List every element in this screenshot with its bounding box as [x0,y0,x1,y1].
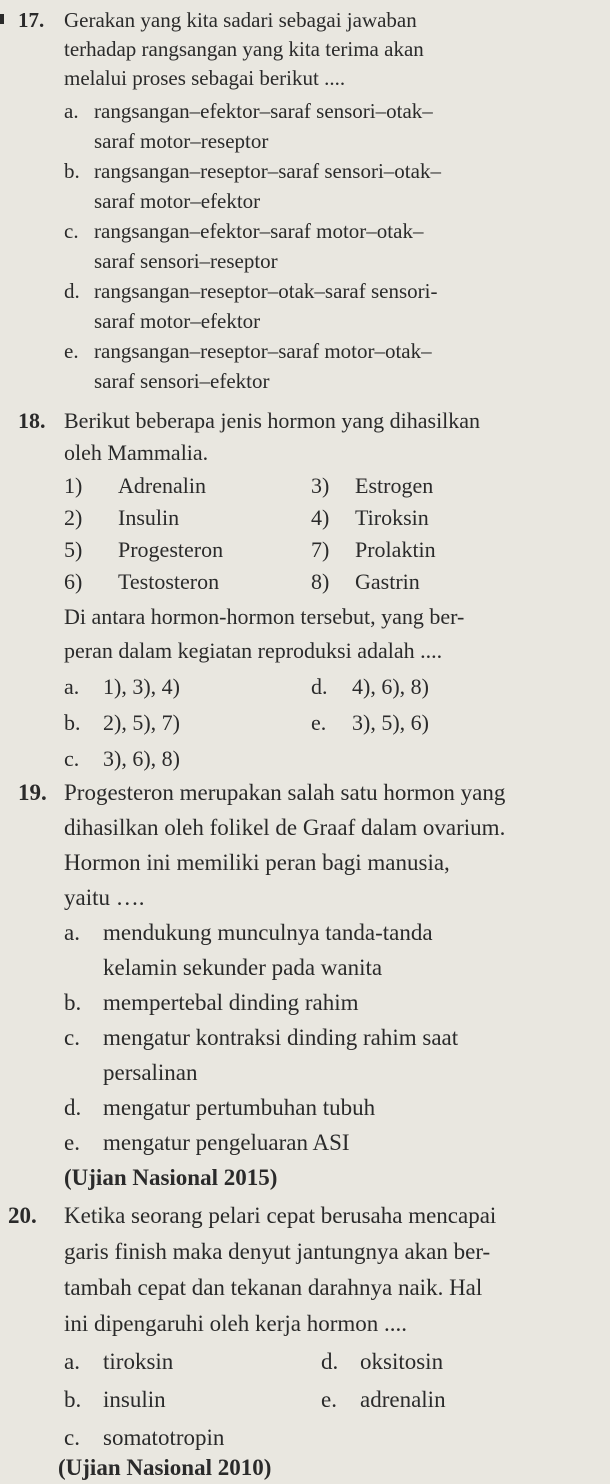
hormone-num: 5) [64,537,83,562]
option-letter: d. [321,1349,339,1374]
question-number: 17. [18,8,45,32]
option-text: 3), 5), 6) [352,710,429,735]
hormone-num: 2) [64,505,83,530]
question-stem-line: garis finish maka denyut jantungnya akan ber- [64,1239,491,1264]
option-text: saraf sensori–efektor [94,369,270,393]
option-text: 1), 3), 4) [103,674,180,699]
option-text: saraf motor–reseptor [94,129,269,153]
hormone-name: Gastrin [355,569,420,594]
question-stem-line: Ketika seorang pelari cepat berusaha mencapai [64,1203,497,1228]
hormone-num: 7) [311,537,330,562]
option-text: somatotropin [103,1425,225,1450]
option-text: insulin [103,1387,166,1412]
question-stem-line: dihasilkan oleh folikel de Graaf dalam ovarium. [64,815,506,840]
edge-mark [0,14,4,24]
question-stem-line: tambah cepat dan tekanan darahnya naik. Hal [64,1275,483,1300]
question-stem-line: Berikut beberapa jenis hormon yang dihasilkan [64,408,481,433]
option-text: rangsangan–efektor–saraf sensori–otak– [94,99,433,123]
option-letter: c. [64,1425,80,1450]
question-stem-line: terhadap rangsangan yang kita terima akan [64,37,424,61]
option-letter: e. [321,1387,337,1412]
option-text: kelamin sekunder pada wanita [103,955,383,980]
hormone-num: 4) [311,505,330,530]
hormone-name: Insulin [118,505,180,530]
question-number: 19. [18,780,47,805]
option-text: saraf motor–efektor [94,309,261,333]
hormone-name: Tiroksin [355,505,429,530]
question-stem-line: Hormon ini memiliki peran bagi manusia, [64,850,450,875]
option-letter: b. [64,990,82,1015]
question-stem-line: oleh Mammalia. [64,440,209,465]
option-text: rangsangan–reseptor–saraf sensori–otak– [94,159,441,183]
option-letter: e. [311,710,327,735]
option-letter: b. [64,1387,82,1412]
option-text: mendukung munculnya tanda-tanda [103,920,433,945]
source-citation: (Ujian Nasional 2010) [58,1455,272,1480]
hormone-name: Prolaktin [355,537,436,562]
option-text: tiroksin [103,1349,174,1374]
option-letter: e. [64,339,79,363]
option-text: 3), 6), 8) [103,746,180,771]
question-stem-line: Gerakan yang kita sadari sebagai jawaban [64,8,417,32]
option-text: saraf sensori–reseptor [94,249,278,273]
source-citation: (Ujian Nasional 2015) [64,1165,278,1190]
option-letter: e. [64,1130,80,1155]
option-letter: c. [64,1025,80,1050]
hormone-num: 6) [64,569,83,594]
option-letter: a. [64,674,80,699]
question-number: 20. [8,1203,37,1228]
option-text: 4), 6), 8) [352,674,429,699]
hormone-num: 1) [64,473,83,498]
question-stem-line: yaitu …. [64,885,145,910]
option-text: mengatur pertumbuhan tubuh [103,1095,376,1120]
option-text: 2), 5), 7) [103,710,180,735]
hormone-name: Adrenalin [118,473,206,498]
option-text: persalinan [103,1060,198,1085]
hormone-name: Progesteron [118,537,224,562]
question-stem-line: melalui proses sebagai berikut .... [64,66,346,90]
question-number: 18. [18,408,46,433]
question-line: peran dalam kegiatan reproduksi adalah .... [64,638,443,663]
option-letter: a. [64,99,79,123]
option-letter: c. [64,746,80,771]
question-stem-line: Progesteron merupakan salah satu hormon yang [64,780,506,805]
option-letter: d. [64,279,80,303]
option-letter: b. [64,159,80,183]
option-letter: d. [311,674,328,699]
option-letter: a. [64,920,80,945]
option-text: mempertebal dinding rahim [103,990,359,1015]
option-text: adrenalin [360,1387,446,1412]
option-letter: d. [64,1095,82,1120]
question-stem-line: ini dipengaruhi oleh kerja hormon .... [64,1311,408,1336]
option-letter: c. [64,219,79,243]
hormone-num: 3) [311,473,330,498]
hormone-name: Testosteron [118,569,220,594]
option-text: rangsangan–reseptor–otak–saraf sensori- [94,279,438,303]
option-text: mengatur pengeluaran ASI [103,1130,350,1155]
option-text: mengatur kontraksi dinding rahim saat [103,1025,459,1050]
option-letter: b. [64,710,81,735]
hormone-name: Estrogen [355,473,434,498]
option-text: saraf motor–efektor [94,189,261,213]
option-letter: a. [64,1349,80,1374]
hormone-num: 8) [311,569,330,594]
option-text: rangsangan–reseptor–saraf motor–otak– [94,339,432,363]
question-line: Di antara hormon-hormon tersebut, yang ber- [64,604,465,629]
option-text: oksitosin [360,1349,444,1374]
option-text: rangsangan–efektor–saraf motor–otak– [94,219,424,243]
